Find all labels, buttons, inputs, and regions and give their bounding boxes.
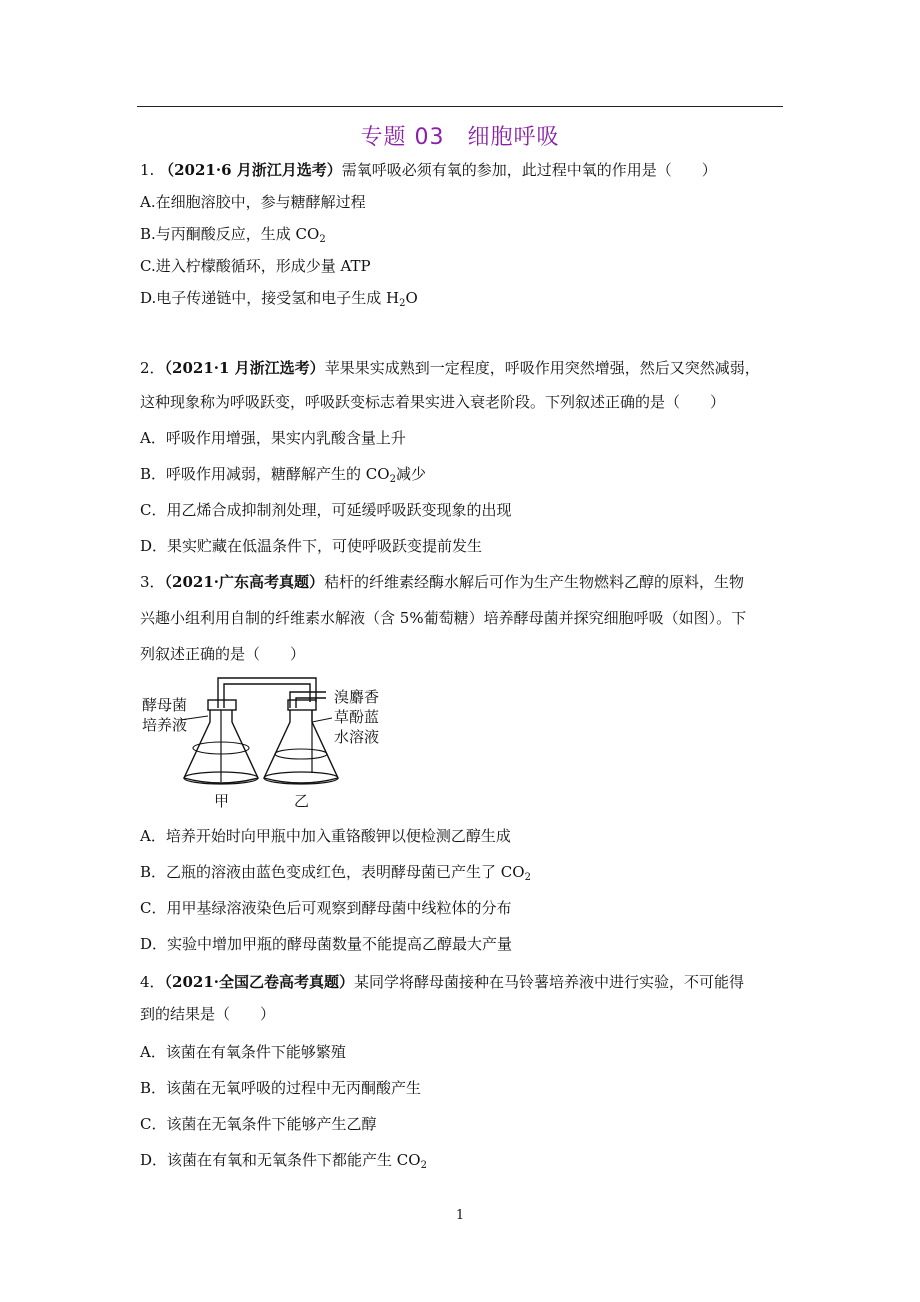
header-rule [137, 106, 783, 107]
flask-yi [264, 700, 338, 784]
question-3-stem-line-2: 兴趣小组利用自制的纤维素水解液（含 5%葡萄糖）培养酵母菌并探究细胞呼吸（如图）。下 [140, 609, 747, 627]
question-4-option-b: B．该菌在无氧呼吸的过程中无丙酮酸产生 [140, 1079, 422, 1097]
question-text: 秸杆的纤维素经酶水解后可作为生产生物燃料乙醇的原料，生物 [324, 573, 745, 591]
question-1-option-d: D.电子传递链中，接受氢和电子生成 $H_2O$ [140, 289, 418, 309]
label-jia: 甲 [214, 792, 230, 810]
question-number: 3． [140, 573, 165, 591]
page-number: 1 [455, 1208, 465, 1223]
question-number: 2． [140, 359, 165, 377]
question-2-option-a: A．呼吸作用增强，果实内乳酸含量上升 [140, 429, 406, 447]
question-2-stem [140, 358, 760, 378]
question-3-option-c: C．用甲基绿溶液染色后可观察到酵母菌中线粒体的分布 [140, 899, 512, 917]
question-4-option-c: C．该菌在无氧条件下能够产生乙醇 [140, 1115, 377, 1133]
question-1-option-c: C.进入柠檬酸循环，形成少量 ATP [140, 257, 371, 275]
question-3-option-a: A．培养开始时向甲瓶中加入重铬酸钾以便检测乙醇生成 [140, 827, 511, 845]
label-yi: 乙 [294, 792, 310, 810]
question-2-option-b: B．呼吸作用减弱，糖酵解产生的 $CO_2$减少 [140, 465, 426, 485]
label-bromo: 溴麝香 [334, 688, 380, 706]
question-4-option-a: A．该菌在有氧条件下能够繁殖 [140, 1043, 346, 1061]
question-3-stem [140, 572, 744, 592]
label-yeast: 酵母菌 [142, 696, 188, 714]
label-thymol: 草酚蓝 [334, 708, 380, 726]
connecting-tube [218, 678, 316, 708]
question-4-stem [140, 972, 744, 992]
page-title: 专题 03 细胞呼吸 [360, 125, 560, 150]
question-number: 1. [140, 161, 155, 179]
flask-jia [184, 700, 258, 784]
label-solution: 水溶液 [334, 728, 380, 746]
question-source: （2021·广东高考真题） [164, 573, 325, 591]
question-1-stem [140, 160, 717, 180]
question-3-option-b: B．乙瓶的溶液由蓝色变成红色，表明酵母菌已产生了 $CO_2$ [140, 863, 531, 883]
label-culture: 培养液 [142, 716, 188, 734]
question-1-option-a: A.在细胞溶胶中，参与糖酵解过程 [140, 193, 366, 211]
question-2-option-d: D．果实贮藏在低温条件下，可使呼吸跃变提前发生 [140, 537, 483, 555]
question-number: 4． [140, 973, 165, 991]
question-3-option-d: D．实验中增加甲瓶的酵母菌数量不能提高乙醇最大产量 [140, 935, 513, 953]
question-text: 苹果果实成熟到一定程度，呼吸作用突然增强，然后又突然减弱， [324, 359, 760, 377]
question-text: 需氧呼吸必须有氧的参加，此过程中氧的作用是（ ） [341, 161, 717, 179]
question-2-stem-line-2: 这种现象称为呼吸跃变，呼吸跃变标志着果实进入衰老阶段。下列叙述正确的是（ ） [140, 393, 726, 411]
question-source: （2021·1 月浙江选考） [164, 359, 325, 377]
question-source: （2021·全国乙卷高考真题） [164, 973, 355, 991]
question-1-option-b: B.与丙酮酸反应，生成 $CO_2$ [140, 225, 326, 245]
flask-apparatus-figure [140, 672, 390, 812]
question-source: （2021·6 月浙江月选考） [159, 161, 342, 179]
question-text: 某同学将酵母菌接种在马铃薯培养液中进行实验，不可能得 [354, 973, 745, 991]
question-4-option-d: D．该菌在有氧和无氧条件下都能产生 $CO_2$ [140, 1151, 427, 1171]
question-2-option-c: C．用乙烯合成抑制剂处理，可延缓呼吸跃变现象的出现 [140, 501, 512, 519]
question-4-stem-line-2: 到的结果是（ ） [140, 1005, 276, 1023]
question-3-stem-line-3: 列叙述正确的是（ ） [140, 645, 306, 663]
